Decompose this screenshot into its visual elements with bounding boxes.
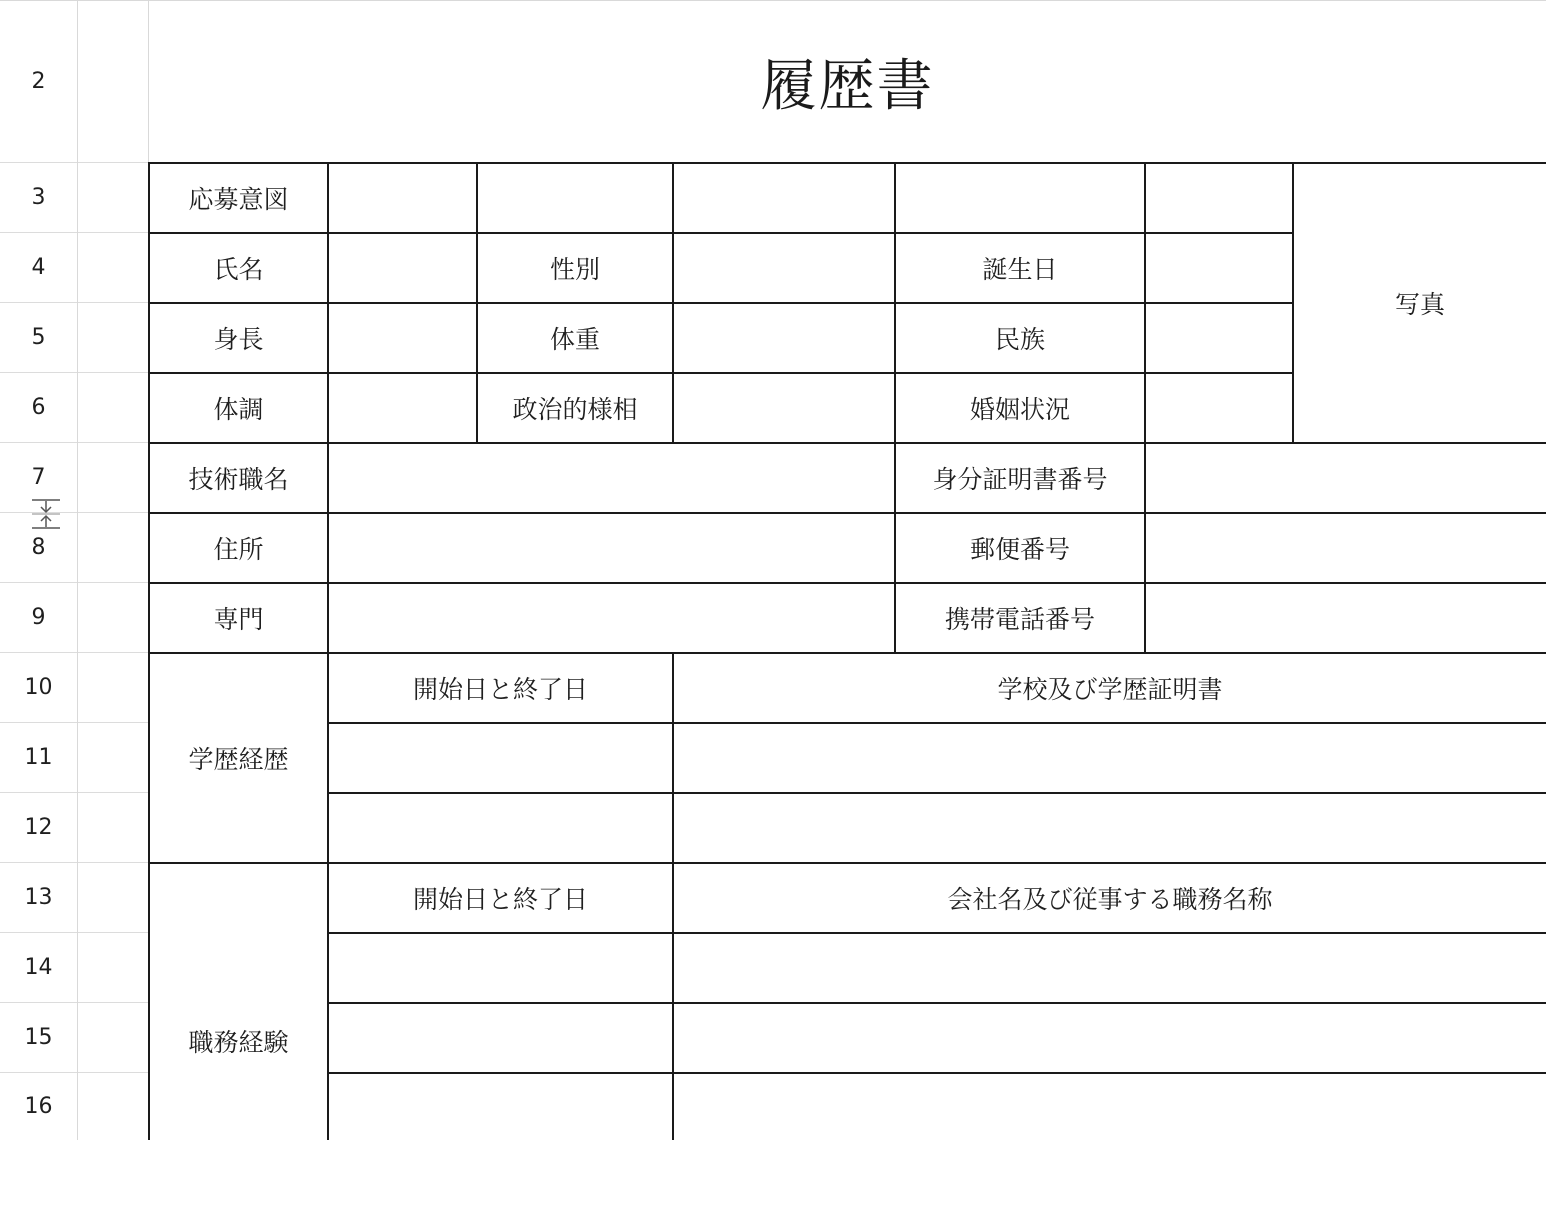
name-value-cell[interactable] [329,234,476,302]
height-value-cell[interactable] [329,304,476,372]
photo-cell[interactable]: 写真 [1394,290,1445,319]
row-header[interactable]: 6 [0,373,77,443]
resume-title[interactable]: 履歴書 [760,53,935,119]
row-header[interactable]: 13 [0,863,77,933]
row-header[interactable]: 10 [0,653,77,723]
label-political-status[interactable]: 政治的様相 [512,395,638,424]
label-name[interactable]: 氏名 [213,255,264,284]
row-resize-icon[interactable] [30,498,62,530]
gender-value-cell[interactable] [674,234,894,302]
label-ethnicity[interactable]: 民族 [994,325,1045,354]
label-address[interactable]: 住所 [213,535,264,564]
cell[interactable] [78,1073,148,1140]
work-period-cell[interactable] [329,934,672,1002]
work-period-header[interactable]: 開始日と終了日 [412,885,588,914]
company-position-header[interactable]: 会社名及び従事する職務名称 [947,885,1273,914]
cell[interactable] [78,1003,148,1073]
school-cell[interactable] [674,794,1546,862]
cell[interactable] [78,303,148,373]
cell[interactable] [78,863,148,933]
ethnicity-value-cell[interactable] [1146,304,1292,372]
row-header[interactable]: 12 [0,793,77,863]
label-application-intent[interactable]: 応募意図 [188,185,289,214]
cell[interactable] [1146,164,1292,232]
row-header[interactable]: 8 [0,513,77,583]
row-header[interactable]: 14 [0,933,77,1003]
row-header-column [0,0,78,1140]
row-header[interactable]: 9 [0,583,77,653]
company-cell[interactable] [674,934,1546,1002]
label-marital-status[interactable]: 婚姻状況 [969,395,1070,424]
cell[interactable] [78,373,148,443]
label-major[interactable]: 専門 [213,605,264,634]
label-gender[interactable]: 性別 [549,255,600,284]
school-certificate-header[interactable]: 学校及び学歴証明書 [997,675,1223,704]
work-period-cell[interactable] [329,1004,672,1072]
id-number-value-cell[interactable] [1146,444,1546,512]
health-value-cell[interactable] [329,374,476,442]
cell[interactable] [78,723,148,793]
work-period-cell[interactable] [329,1074,672,1140]
mobile-number-value-cell[interactable] [1146,584,1546,652]
cell[interactable] [78,933,148,1003]
cell[interactable] [78,653,148,723]
row-header[interactable]: 2 [0,0,77,163]
label-health[interactable]: 体調 [213,395,264,424]
row-header[interactable]: 15 [0,1003,77,1073]
cell[interactable] [478,164,672,232]
company-cell[interactable] [674,1004,1546,1072]
company-cell[interactable] [674,1074,1546,1140]
cell[interactable] [674,164,894,232]
row-header[interactable]: 7 [0,443,77,513]
technical-title-value-cell[interactable] [329,444,894,512]
cell[interactable] [78,163,148,233]
row-header[interactable]: 11 [0,723,77,793]
label-birthday[interactable]: 誕生日 [982,255,1058,284]
label-height[interactable]: 身長 [213,325,264,354]
label-technical-title[interactable]: 技術職名 [188,465,289,494]
cell[interactable] [78,583,148,653]
cell[interactable] [78,793,148,863]
cell[interactable] [78,233,148,303]
label-id-number[interactable]: 身分証明書番号 [932,465,1108,494]
empty-column [78,0,149,1140]
cell[interactable] [78,513,148,583]
weight-value-cell[interactable] [674,304,894,372]
education-period-header[interactable]: 開始日と終了日 [412,675,588,704]
cell[interactable] [896,164,1144,232]
cell[interactable] [329,164,476,232]
cell[interactable] [78,0,148,163]
row-header[interactable]: 16 [24,1094,53,1119]
address-value-cell[interactable] [329,514,894,582]
postal-code-value-cell[interactable] [1146,514,1546,582]
major-value-cell[interactable] [329,584,894,652]
education-period-cell[interactable] [329,724,672,792]
school-cell[interactable] [674,724,1546,792]
label-weight[interactable]: 体重 [549,325,600,354]
marital-status-value-cell[interactable] [1146,374,1292,442]
row-header[interactable]: 5 [0,303,77,373]
label-postal-code[interactable]: 郵便番号 [969,535,1070,564]
label-work-experience[interactable]: 職務経験 [188,1028,289,1057]
political-status-value-cell[interactable] [674,374,894,442]
label-mobile-number[interactable]: 携帯電話番号 [944,605,1095,634]
row-header[interactable]: 3 [0,163,77,233]
cell[interactable] [78,443,148,513]
row-header[interactable]: 4 [0,233,77,303]
birthday-value-cell[interactable] [1146,234,1292,302]
education-period-cell[interactable] [329,794,672,862]
label-education-history[interactable]: 学歴経歴 [188,745,289,774]
